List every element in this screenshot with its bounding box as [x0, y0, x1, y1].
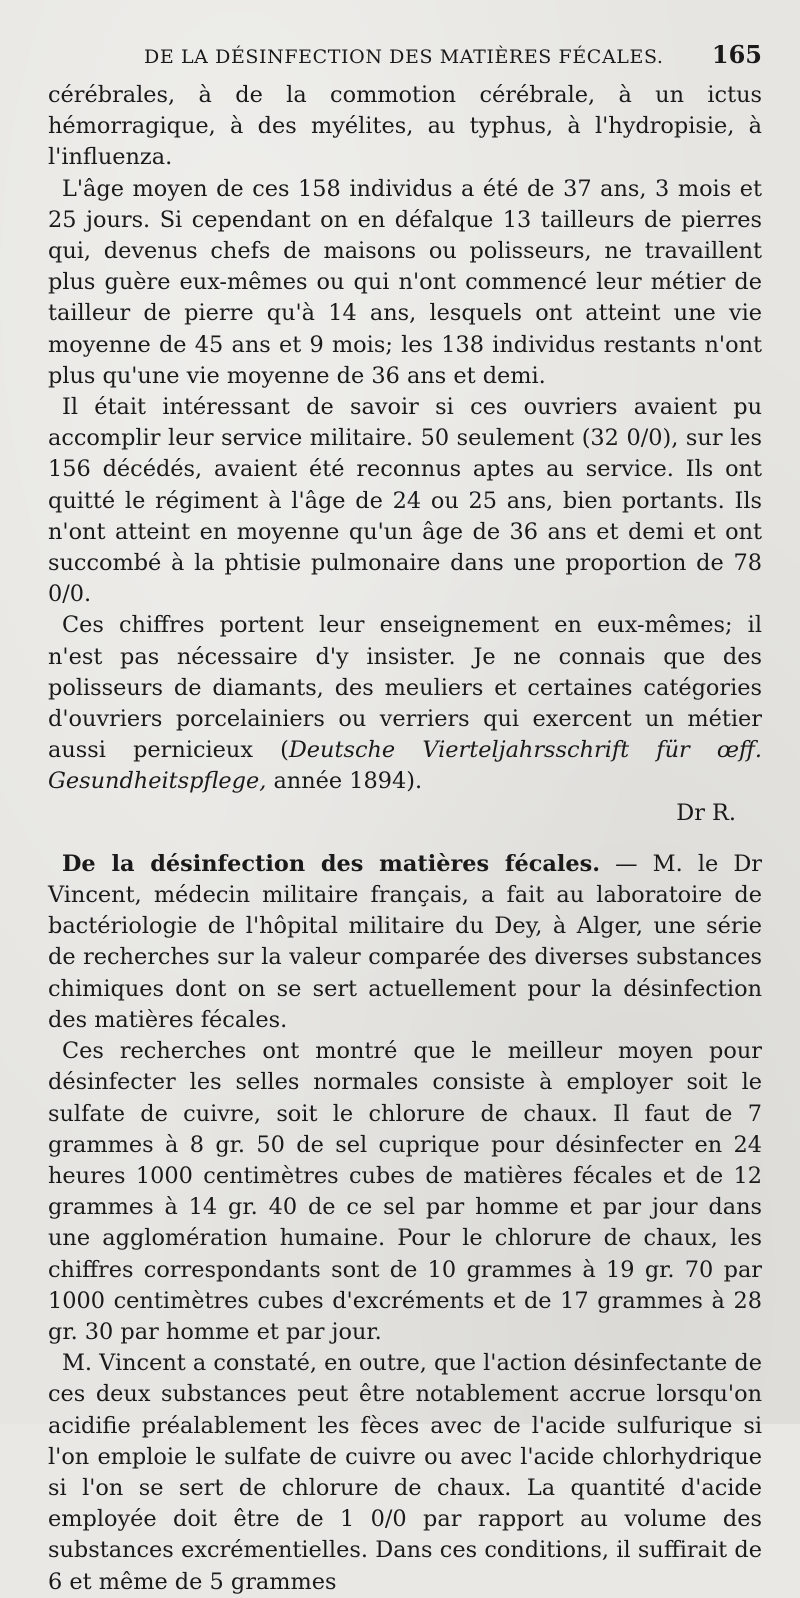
body-text	[48, 80, 762, 1598]
paragraph-acidification: M. Vincent a constaté, en outre, que l'action désinfectante de ces deux substances peut être notablement accrue lorsqu'on acidifie préalablement les fèces avec de l'acide sulfurique si l'on emploie le sulfate de cuivre ou avec l'acide chlorhydrique si l'on se sert de chlorure de chaux. La quantité d'acide employée doit être de 1 0/0 par rapport au volume des substances excrémentielles. Dans ces conditions, il suffirait de 6 et même de 5 grammes	[48, 1350, 762, 1595]
paragraph-conclusion	[48, 610, 762, 797]
article-title: De la désinfection des matières fécales.	[62, 850, 601, 877]
running-title: DE LA DÉSINFECTION DES MATIÈRES FÉCALES.	[144, 46, 664, 68]
paragraph-average-age: L'âge moyen de ces 158 individus a été de 37 ans, 3 mois et 25 jours. Si cependant on en défalque 13 tailleurs de pierres qui, devenus chefs de maisons ou polisseurs, ne travaillent plus guère eux-mêmes ou qui n'ont commencé leur métier de tailleur de pierre qu'à 14 ans, lesquels ont atteint une vie moyenne de 45 ans et 9 mois; les 138 individus restants n'ont plus qu'une vie moyenne de 36 ans et demi.	[48, 175, 762, 389]
page-number: 165	[711, 40, 762, 69]
paragraph-military-service: Il était intéressant de savoir si ces ouvriers avaient pu accomplir leur service militaire. 50 seulement (32 0/0), sur les 156 décédés, avaient été reconnus aptes au service. Ils ont quitté le régiment à l'âge de 24 ou 25 ans, bien portants. Ils n'ont atteint en moyenne qu'un âge de 36 ans et demi et ont succombé à la phtisie pulmonaire dans une proportion de 78 0/0.	[48, 394, 762, 608]
conclusion-text: Ces chiffres portent leur enseignement en eux-mêmes; il n'est pas nécessaire d'y insister. Je ne connais que des polisseurs de diamants, des meuliers et certaines catégories d'ouvriers porcelainiers ou verriers qui exercent un métier aussi pernicieux (	[48, 612, 762, 764]
paragraph-results: Ces recherches ont montré que le meilleur moyen pour désinfecter les selles normales consiste à employer soit le sulfate de cuivre, soit le chlorure de chaux. Il faut de 7 grammes à 8 gr. 50 de sel cuprique pour désinfecter en 24 heures 1000 centimètres cubes de matières fécales et de 12 grammes à 14 gr. 40 de ce sel par homme et par jour dans une agglomération humaine. Pour le chlorure de chaux, les chiffres correspondants sont de 10 grammes à 19 gr. 70 par 1000 centimètres cubes d'excréments et de 17 grammes à 28 gr. 30 par homme et par jour.	[48, 1038, 762, 1345]
paragraph-causes-of-death: cérébrales, à de la commotion cérébrale, à un ictus hémorragique, à des myélites, au typhus, à l'hydropisie, à l'influenza.	[48, 82, 762, 171]
article-intro-text: — M. le Dr Vincent, médecin militaire français, a fait au laboratoire de bactériologie de l'hôpital militaire du Dey, à Alger, une série de recherches sur la valeur comparée des diverses substances chimiques dont on se sert actuellement pour la désinfection des matières fécales.	[48, 850, 762, 1033]
author-signature: Dr R.	[676, 799, 736, 826]
section-gap	[48, 829, 762, 849]
journal-citation: Deutsche Vierteljahrsschrift für œff. Gesundheitspflege,	[48, 737, 762, 795]
citation-year: année 1894).	[266, 768, 423, 795]
paragraph-disinfection-intro	[48, 849, 762, 1036]
running-head	[48, 40, 762, 80]
